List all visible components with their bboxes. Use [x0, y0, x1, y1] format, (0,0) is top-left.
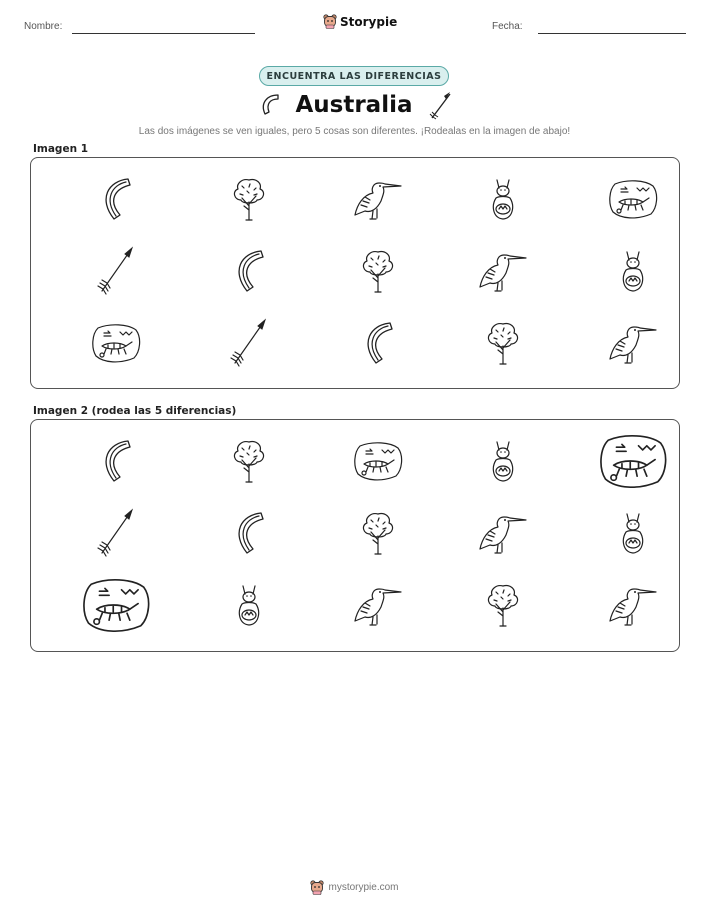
- date-field[interactable]: [538, 33, 686, 34]
- kangaroo-icon: [598, 243, 668, 299]
- date-label: Fecha:: [492, 21, 523, 32]
- worksheet-tag: ENCUENTRA LAS DIFERENCIAS: [259, 66, 449, 86]
- kookaburra-icon[interactable]: [468, 505, 538, 561]
- brand-name: Storypie: [340, 14, 398, 29]
- instructions: Las dos imágenes se ven iguales, pero 5 cosas son diferentes. ¡Rodealas en la imagen de abajo!: [138, 126, 571, 137]
- rock-art-icon: [81, 315, 151, 371]
- tree-icon: [343, 243, 413, 299]
- footer-url: mystorypie.com: [328, 882, 399, 893]
- kookaburra-icon: [598, 315, 668, 371]
- boomerang-icon: [257, 92, 283, 118]
- tree-icon[interactable]: [343, 505, 413, 561]
- brand-logo: [323, 14, 397, 29]
- boomerang-icon: [81, 171, 151, 227]
- rock-art-icon[interactable]: [343, 433, 413, 489]
- image1-label: Imagen 1: [33, 143, 89, 155]
- tree-icon: [214, 171, 284, 227]
- kangaroo-icon: [468, 171, 538, 227]
- boomerang-icon: [343, 315, 413, 371]
- rock-art-icon: [598, 171, 668, 227]
- storypie-bear-logo-icon: [323, 14, 337, 29]
- kangaroo-icon[interactable]: [214, 577, 284, 633]
- kookaburra-icon[interactable]: [598, 577, 668, 633]
- image1-panel: [30, 157, 680, 389]
- rock-art-large-icon[interactable]: [81, 577, 151, 633]
- boomerang-icon: [214, 243, 284, 299]
- arrow-icon: [428, 90, 454, 120]
- arrow-icon: [81, 243, 151, 299]
- kookaburra-icon: [468, 243, 538, 299]
- boomerang-icon[interactable]: [214, 505, 284, 561]
- boomerang-icon[interactable]: [81, 433, 151, 489]
- kangaroo-icon[interactable]: [468, 433, 538, 489]
- kangaroo-icon[interactable]: [598, 505, 668, 561]
- page-title: Australia: [295, 92, 413, 118]
- tree-icon: [468, 315, 538, 371]
- image2-label: Imagen 2 (rodea las 5 diferencias): [33, 405, 237, 417]
- kookaburra-icon: [343, 171, 413, 227]
- arrow-icon[interactable]: [81, 505, 151, 561]
- name-label: Nombre:: [24, 21, 63, 32]
- kookaburra-icon[interactable]: [343, 577, 413, 633]
- storypie-bear-logo-icon: [310, 880, 324, 895]
- arrow-icon: [214, 315, 284, 371]
- image2-panel[interactable]: [30, 419, 680, 652]
- tree-icon[interactable]: [468, 577, 538, 633]
- rock-art-large-icon[interactable]: [598, 433, 668, 489]
- footer: [0, 880, 709, 895]
- tree-icon[interactable]: [214, 433, 284, 489]
- name-field[interactable]: [72, 33, 255, 34]
